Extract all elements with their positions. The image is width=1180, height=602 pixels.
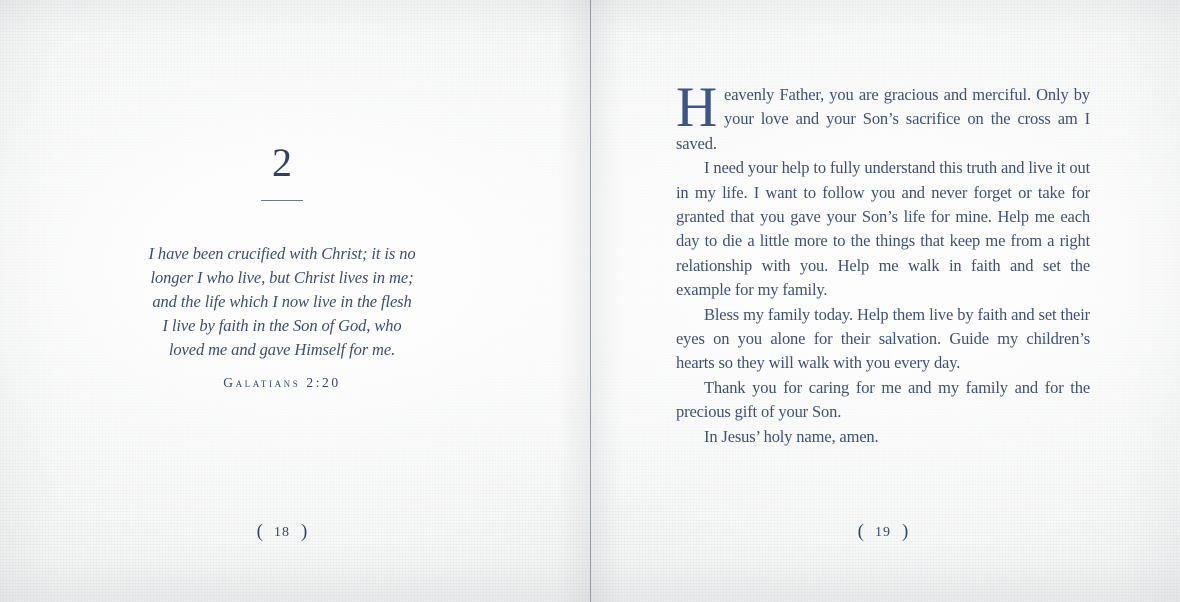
verse-line: I have been crucified with Christ; it is no [148,244,416,263]
paren-open: ( [256,521,263,542]
chapter-divider [261,200,303,201]
right-page [676,0,1090,602]
verse-line: longer I who live, but Christ lives in me; [150,268,414,287]
prayer-paragraph [676,76,1090,156]
prayer-paragraph: I need your help to fully understand this truth and live it out in my life. I want to follow you and never forget or take for granted that you gave your Son’s life for mine. Help me each day to die a little more to the things that keep me from a right relationship with you. Help me walk in faith and set the example for my family. [676,158,1090,300]
verse-reference: Galatians 2:20 [223,375,341,390]
paren-close: ) [902,521,909,542]
prayer-paragraph: In Jesus’ holy name, amen. [704,426,879,446]
verse-line: loved me and gave Himself for me. [168,340,396,359]
paren-open: ( [857,521,864,542]
prayer-text [676,76,1090,449]
verse-line: I live by faith in the Son of God, who [162,316,402,335]
prayer-paragraph: Bless my family today. Help them live by faith and set their eyes on you alone for their salvation. Guide my children’s hearts so they will walk with you every day. [676,304,1090,373]
page-number-value: 19 [875,525,891,540]
verse-line: and the life which I now live in the flesh [152,292,412,311]
page-number-left [117,521,447,543]
prayer-paragraph: Thank you for caring for me and my family and for the precious gift of your Son. [676,377,1090,422]
left-page [117,0,447,602]
chapter-number: 2 [272,140,292,185]
verse-text [117,242,447,362]
drop-cap: H [676,76,718,139]
prayer-paragraph-text: eavenly Father, you are gracious and merciful. Only by your love and your Son’s sacrifice on the cross am I saved. [676,85,1090,153]
page-number-value: 18 [274,525,290,540]
page-number-right [676,521,1090,543]
page-gutter-line [590,0,591,602]
paren-close: ) [301,521,308,542]
